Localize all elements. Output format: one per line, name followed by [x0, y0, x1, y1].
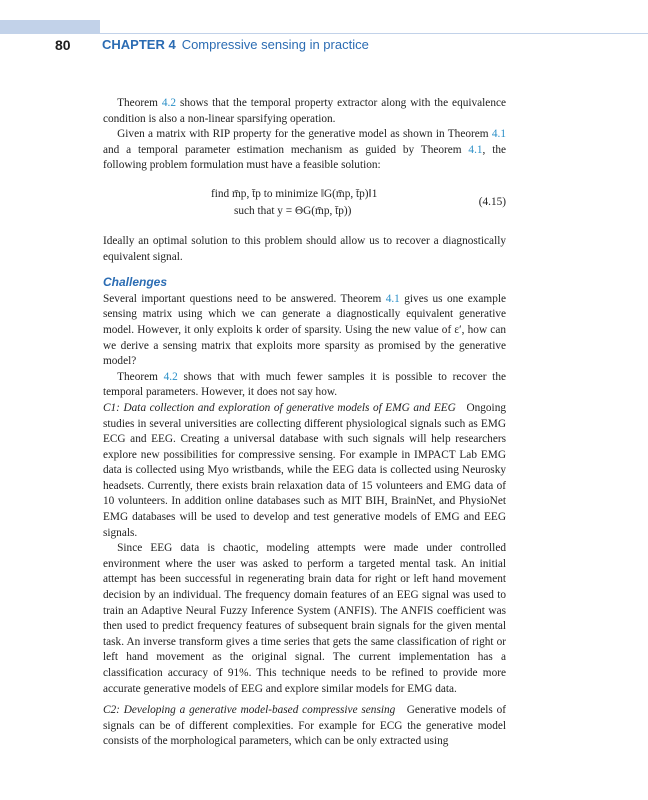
theorem-link[interactable]: 4.2 — [161, 97, 176, 109]
equation-number: (4.15) — [478, 195, 506, 208]
page-body — [103, 96, 506, 750]
paragraph-1: Theorem 4.2 shows that the temporal property extractor along with the equivalence condition is also a non-linear sparsifying operation. — [103, 97, 506, 125]
equation-4-15 — [103, 184, 506, 224]
theorem-link[interactable]: 4.1 — [468, 143, 483, 156]
paragraph-2: Given a matrix with RIP property for the generative model as shown in Theorem 4.1 and a temporal parameter estimation mechanism as guided by Theorem 4.1, the following problem formulation must have a feasible solution: — [103, 128, 506, 172]
theorem-link[interactable]: 4.1 — [385, 292, 400, 305]
equation-line-1: find m̄p, t̄p to minimize ‖G(m̄p, t̄p)‖1 — [211, 187, 378, 200]
paragraph-4: Several important questions need to be answered. Theorem 4.1 gives us one example sensing matrix using which we can generate a diagnostically equivalent generative model. However, it only exploits k order of sparsity. Using the new value of ε′, how can we derive a sensing matrix that exploits more sparsity as promised by the generative model? — [103, 292, 506, 368]
paragraph-7: Since EEG data is chaotic, modeling attempts were made under controlled environment where the user was asked to perform a targeted mental task. An initial attempt has been successful in regenerating brain data for right or left hand movement decision by an individual. The frequency domain features of an EEG signal was used to train an Adaptive Neural Fuzzy Inference System (ANFIS). The ANFIS coefficient was then used to predict frequency features of subsequent brain signals for the given mental task. An inverse transform gives a time series that gets the same classification of right or left hand movement as the original signal. The current implementation has a classification accuracy of 91%. This technique needs to be refined to provide more accurate generative models of EEG and explore similar models for EMG data. — [103, 542, 506, 695]
header-rule — [100, 33, 648, 34]
page-number: 80 — [55, 37, 71, 53]
equation-line-2: such that y = ΘG(m̄p, t̄p)) — [234, 204, 352, 217]
header-color-bar — [0, 20, 100, 34]
paragraph-5: Theorem 4.2 shows that with much fewer samples it is possible to recover the temporal parameters. However, it does not say how. — [103, 370, 506, 399]
runin-heading-c1: C1: Data collection and exploration of generative models of EMG and EEG — [103, 401, 456, 414]
chapter-label: CHAPTER 4 — [102, 37, 176, 52]
paragraph-c1: C1: Data collection and exploration of generative models of EMG and EEG Ongoing studies in several universities are collecting different physiological signals such as EMG ECG and EEG. Creating a universal database with such signals will help researchers explore new possibilities for compressive sensing. For example in IMPACT Lab EMG data is collected using Myo wristbands, while the EEG data is collected using Neurosky headsets. Currently, there exists brain relaxation data of 15 volunteers and EMG data of 10 volunteers. In addition online databases such as MIT BIH, BrainNet, and PhysioNet EMG databases will be used to develop and test generative models of EMG and EEG signals. — [103, 401, 506, 539]
paragraph-3: Ideally an optimal solution to this problem should allow us to recover a diagnostically equivalent signal. — [103, 234, 506, 263]
theorem-link[interactable]: 4.2 — [163, 370, 178, 383]
chapter-title: Compressive sensing in practice — [181, 37, 369, 52]
section-heading-challenges: Challenges — [103, 275, 168, 290]
running-header — [102, 37, 369, 52]
paragraph-c2: C2: Developing a generative model-based compressive sensing Generative models of signals can be of different complexities. For example for ECG the generative model consists of the morphological parameters, which can be only extracted using — [103, 704, 506, 748]
theorem-link[interactable]: 4.1 — [491, 128, 506, 141]
runin-heading-c2: C2: Developing a generative model-based compressive sensing — [103, 704, 396, 717]
